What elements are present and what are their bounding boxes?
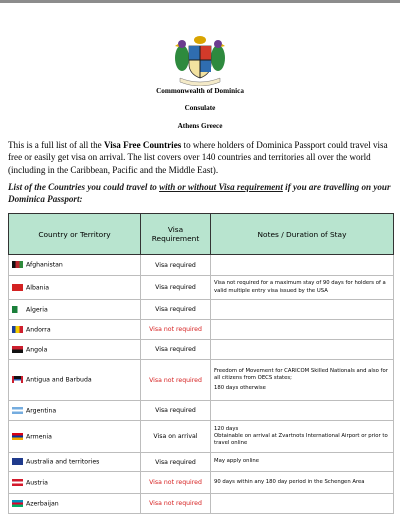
albania-flag-icon (12, 284, 23, 291)
country-cell: Afghanistan (9, 255, 141, 276)
australia-flag-icon (12, 458, 23, 465)
table-header-row (9, 214, 394, 255)
austria-flag-icon (12, 479, 23, 486)
country-cell: Antigua and Barbuda (9, 360, 141, 401)
notes-cell: May apply online (211, 453, 394, 472)
notes-cell (211, 340, 394, 360)
antigua-flag-icon (12, 376, 23, 383)
requirement-cell: Visa not required (141, 472, 211, 494)
notes-cell: Visa not required for a maximum stay of 90 days for holders of a valid multiple entry visa issued by the USA (211, 276, 394, 300)
country-cell: Austria (9, 472, 141, 494)
notes-cell (211, 401, 394, 421)
notes-cell: 90 days within any 180 day period in the Schengen Area (211, 472, 394, 494)
header-consulate: Consulate (184, 104, 216, 112)
country-cell: Andorra (9, 320, 141, 340)
requirement-cell: Visa required (141, 276, 211, 300)
armenia-flag-icon (12, 433, 23, 440)
list-heading: List of the Countries you could travel to with or without Visa requirement if you are travelling on your Dominica Passport: (8, 182, 391, 205)
requirement-cell: Visa not required (141, 360, 211, 401)
table-row (9, 340, 394, 360)
algeria-flag-icon (12, 306, 23, 313)
visa-table (8, 213, 394, 514)
requirement-cell: Visa required (141, 340, 211, 360)
notes-cell (211, 300, 394, 320)
country-cell: Australia and territories (9, 453, 141, 472)
column-header-country: Country or Territory (9, 214, 141, 255)
table-row (9, 300, 394, 320)
country-cell: Angola (9, 340, 141, 360)
header-location: Athens Greece (177, 122, 223, 130)
table-row (9, 320, 394, 340)
requirement-cell: Visa required (141, 453, 211, 472)
country-cell: Armenia (9, 421, 141, 453)
requirement-cell: Visa required (141, 300, 211, 320)
azerbaijan-flag-icon (12, 500, 23, 507)
table-row (9, 453, 394, 472)
country-cell: Albania (9, 276, 141, 300)
requirement-cell: Visa required (141, 255, 211, 276)
andorra-flag-icon (12, 326, 23, 333)
column-header-requirement: Visa Requirement (141, 214, 211, 255)
notes-cell: 120 days Obtainable on arrival at Zvartnots International Airport or prior to travel online (211, 421, 394, 453)
header-commonwealth: Commonwealth of Dominica (156, 87, 244, 95)
afghanistan-flag-icon (12, 261, 23, 268)
top-bar (0, 0, 400, 3)
requirement-cell: Visa not required (141, 320, 211, 340)
table-row (9, 255, 394, 276)
requirement-cell: Visa on arrival (141, 421, 211, 453)
country-cell: Azerbaijan (9, 494, 141, 514)
table-row (9, 401, 394, 421)
notes-cell (211, 255, 394, 276)
dominica-coat-of-arms-icon (170, 34, 230, 86)
notes-cell (211, 320, 394, 340)
country-cell: Argentina (9, 401, 141, 421)
table-row (9, 421, 394, 453)
angola-flag-icon (12, 346, 23, 353)
notes-cell: Freedom of Movement for CARICOM Skilled Nationals and also for all citizens from OECS states; 180 days otherwise (211, 360, 394, 401)
requirement-cell: Visa not required (141, 494, 211, 514)
table-row (9, 472, 394, 494)
requirement-cell: Visa required (141, 401, 211, 421)
table-row (9, 360, 394, 401)
table-row (9, 276, 394, 300)
notes-cell (211, 494, 394, 514)
column-header-notes: Notes / Duration of Stay (211, 214, 394, 255)
intro-paragraph: This is a full list of all the Visa Free Countries to where holders of Dominica Passport could travel visa free or easily get visa on arrival. The list covers over 140 countries and territories all over the world (including in the Caribbean, Pacific and the Middle East). (8, 140, 388, 175)
table-row (9, 494, 394, 514)
argentina-flag-icon (12, 407, 23, 414)
country-cell: Algeria (9, 300, 141, 320)
